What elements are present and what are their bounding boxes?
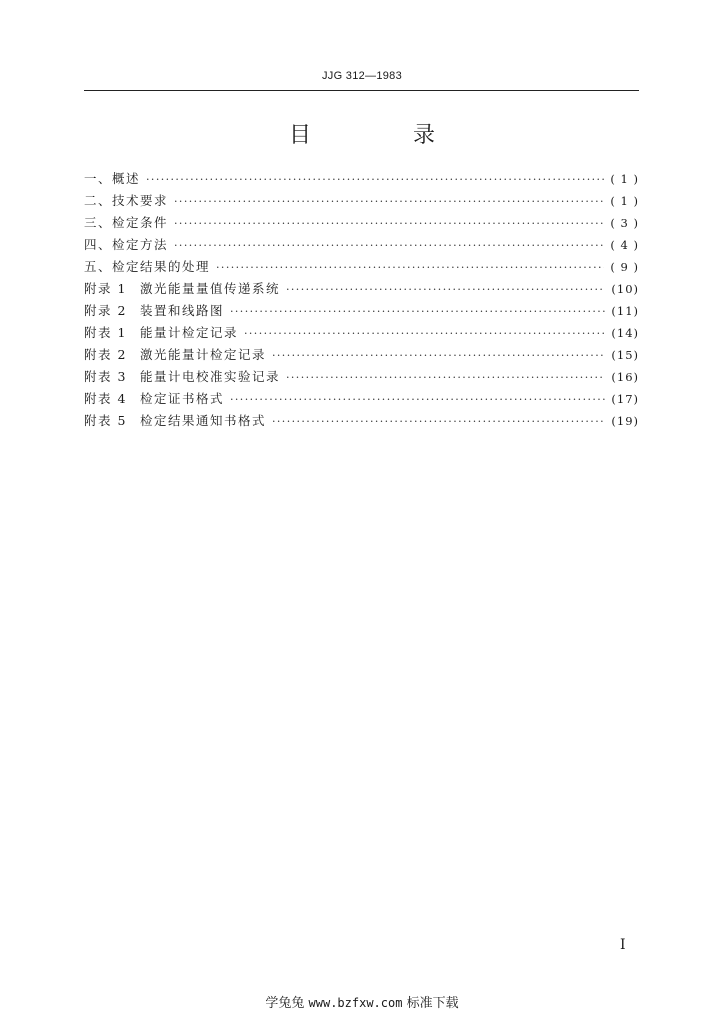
- footer-url[interactable]: www.bzfxw.com: [308, 996, 403, 1010]
- toc-entry-title: 装置和线路图: [140, 303, 225, 318]
- footer-tagline: 标准下载: [406, 996, 459, 1011]
- toc-entry-number: 一、: [84, 171, 113, 186]
- toc-entry-page: (10): [611, 282, 639, 296]
- toc-entry-page: (14): [611, 326, 639, 340]
- toc-entry-number: 二、: [84, 193, 113, 208]
- toc-entry-number: 附表 1: [84, 325, 127, 340]
- toc-entry-number: 附表 3: [84, 369, 127, 384]
- dot-leader: [146, 169, 604, 191]
- toc-entry-page: ( 9 ): [610, 260, 639, 274]
- dot-leader: [216, 257, 604, 279]
- toc-entry-number: 五、: [84, 259, 113, 274]
- header-rule: [84, 90, 639, 91]
- footer-watermark: [0, 992, 724, 1011]
- toc-entry-page: ( 1 ): [610, 172, 639, 186]
- toc-entry-title: 检定证书格式: [140, 391, 225, 406]
- page-number: I: [620, 937, 626, 953]
- toc-entry-page: ( 4 ): [610, 238, 639, 252]
- toc-entry-number: 附表 5: [84, 413, 127, 428]
- toc-entry[interactable]: [84, 322, 639, 344]
- toc-entry[interactable]: [84, 366, 639, 388]
- dot-leader: [244, 323, 605, 345]
- toc-entry[interactable]: [84, 344, 639, 366]
- toc-entry-title: 激光能量计检定记录: [140, 347, 267, 362]
- toc-entry-title: 检定方法: [112, 237, 169, 252]
- toc-entry-title: 概述: [112, 171, 141, 186]
- toc-entry[interactable]: [84, 212, 639, 234]
- dot-leader: [230, 389, 605, 411]
- footer-site-name: 学兔兔: [265, 996, 305, 1011]
- dot-leader: [272, 411, 605, 433]
- toc-entry-number: 附录 1: [84, 281, 127, 296]
- toc-entry-title: 能量计检定记录: [140, 325, 239, 340]
- toc-entry-title: 技术要求: [112, 193, 169, 208]
- toc-entry-number: 附表 2: [84, 347, 127, 362]
- toc-entry-number: 附表 4: [84, 391, 127, 406]
- toc-entry-page: (15): [611, 348, 639, 362]
- toc-entry[interactable]: [84, 256, 639, 278]
- dot-leader: [174, 235, 604, 257]
- toc-entry-number: 三、: [84, 215, 113, 230]
- toc-entry-title: 激光能量量值传递系统: [140, 281, 281, 296]
- toc-entry[interactable]: [84, 300, 639, 322]
- dot-leader: [174, 191, 604, 213]
- toc-entry[interactable]: [84, 190, 639, 212]
- toc-entry[interactable]: [84, 388, 639, 410]
- toc-entry[interactable]: [84, 168, 639, 190]
- dot-leader: [286, 279, 605, 301]
- toc-entry-title: 检定结果通知书格式: [140, 413, 267, 428]
- dot-leader: [286, 367, 605, 389]
- toc-entry-page: ( 1 ): [610, 194, 639, 208]
- table-of-contents: [84, 168, 639, 432]
- toc-entry-number: 四、: [84, 237, 113, 252]
- dot-leader: [230, 301, 605, 323]
- toc-entry-page: (17): [611, 392, 639, 406]
- toc-entry-number: 附录 2: [84, 303, 127, 318]
- toc-entry[interactable]: [84, 278, 639, 300]
- toc-entry-page: (19): [611, 414, 639, 428]
- toc-entry-page: (16): [611, 370, 639, 384]
- toc-entry-title: 检定结果的处理: [112, 259, 211, 274]
- toc-entry[interactable]: [84, 410, 639, 432]
- toc-title: 目 录: [288, 123, 475, 148]
- toc-entry-page: ( 3 ): [610, 216, 639, 230]
- toc-entry[interactable]: [84, 234, 639, 256]
- standard-code: JJG 312—1983: [321, 70, 403, 82]
- dot-leader: [272, 345, 605, 367]
- toc-entry-page: (11): [611, 304, 639, 318]
- toc-entry-title: 检定条件: [112, 215, 169, 230]
- toc-entry-title: 能量计电校准实验记录: [140, 369, 281, 384]
- dot-leader: [174, 213, 604, 235]
